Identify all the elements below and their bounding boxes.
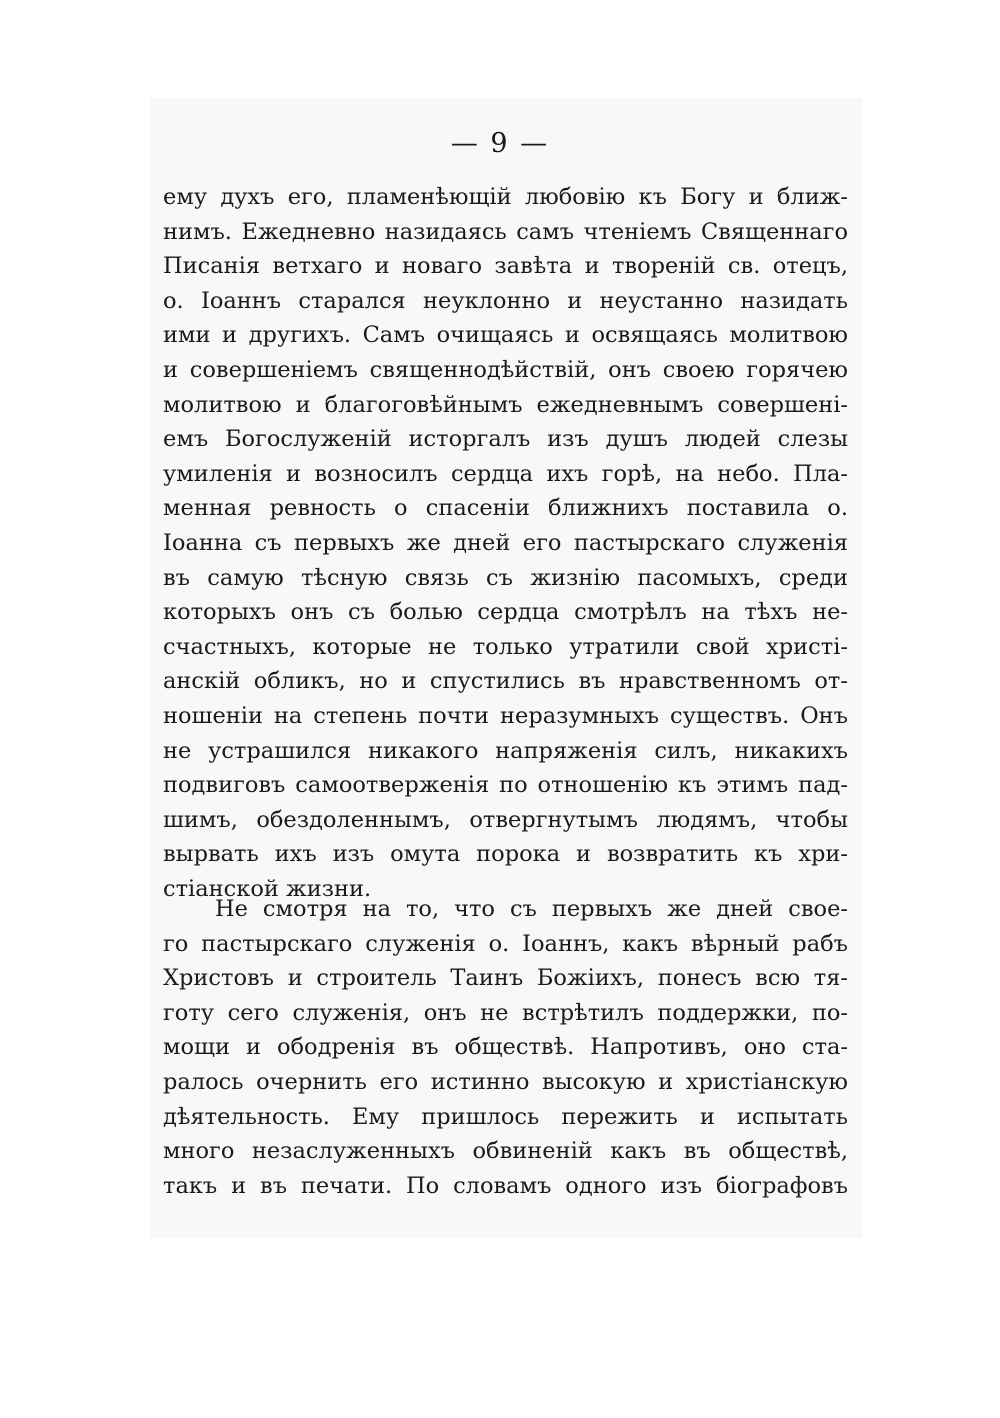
text-line: счастныхъ, которые не только утратили свой христі-	[163, 633, 848, 660]
text-line: ими и другихъ. Самъ очищаясь и освящаясь молитвою	[163, 322, 848, 349]
text-line: подвиговъ самоотверженія по отношенію къ этимъ пад-	[163, 772, 848, 799]
text-line: вырвать ихъ изъ омута порока и возвратить къ хри-	[163, 841, 848, 868]
text-line: нимъ. Ежедневно назидаясь самъ чтеніемъ Священнаго	[163, 218, 848, 245]
text-line: ношеніи на степень почти неразумныхъ существъ. Онъ	[163, 702, 848, 729]
text-line: и совершеніемъ священнодѣйствій, онъ своею горячею	[163, 356, 848, 383]
page-number: — 9 —	[450, 128, 550, 159]
text-line: стіанской жизни.	[163, 875, 372, 902]
text-line: дѣятельность. Ему пришлось пережить и испытать	[163, 1103, 848, 1130]
text-line: о. Іоаннъ старался неуклонно и неустанно назидать	[163, 287, 848, 314]
text-line: такъ и въ печати. По словамъ одного изъ біографовъ	[163, 1172, 848, 1199]
text-line: емъ Богослуженій исторгалъ изъ душъ людей слезы	[163, 426, 848, 453]
text-line: Іоанна съ первыхъ же дней его пастырскаго служенія	[163, 529, 848, 556]
text-line: умиленія и возносилъ сердца ихъ горѣ, на небо. Пла-	[163, 460, 848, 487]
text-line: Не смотря на то, что съ первыхъ же дней свое-	[215, 896, 848, 922]
text-line: Писанія ветхаго и новаго завѣта и твореній св. отецъ,	[163, 253, 848, 280]
text-line: не устрашился никакого напряженія силъ, никакихъ	[163, 737, 848, 764]
text-line: Христовъ и строитель Таинъ Божіихъ, понесъ всю тя-	[163, 965, 848, 992]
text-line: много незаслуженныхъ обвиненій какъ въ обществѣ,	[163, 1138, 848, 1165]
paragraph-2	[163, 892, 848, 1203]
text-line: анскій обликъ, но и спустились въ нравственномъ от-	[163, 668, 848, 695]
paragraph-1	[163, 180, 848, 906]
text-line: мощи и ободренія въ обществѣ. Напротивъ, оно ста-	[163, 1034, 848, 1061]
text-line: менная ревность о спасеніи ближнихъ поставила о.	[163, 495, 848, 522]
text-line: ему духъ его, пламенѣющій любовію къ Богу и ближ-	[163, 184, 848, 210]
text-line: въ самую тѣсную связь съ жизнію пасомыхъ, среди	[163, 564, 848, 591]
text-line: шимъ, обездоленнымъ, отвергнутымъ людямъ, чтобы	[163, 806, 848, 833]
text-line: готу сего служенія, онъ не встрѣтилъ поддержки, по-	[163, 999, 848, 1026]
text-line: го пастырскаго служенія о. Іоаннъ, какъ вѣрный рабъ	[163, 930, 848, 957]
text-line: ралось очернить его истинно высокую и христіанскую	[163, 1068, 848, 1095]
text-line: молитвою и благоговѣйнымъ ежедневнымъ совершені-	[163, 391, 848, 418]
text-line: которыхъ онъ съ болью сердца смотрѣлъ на тѣхъ не-	[163, 599, 848, 626]
